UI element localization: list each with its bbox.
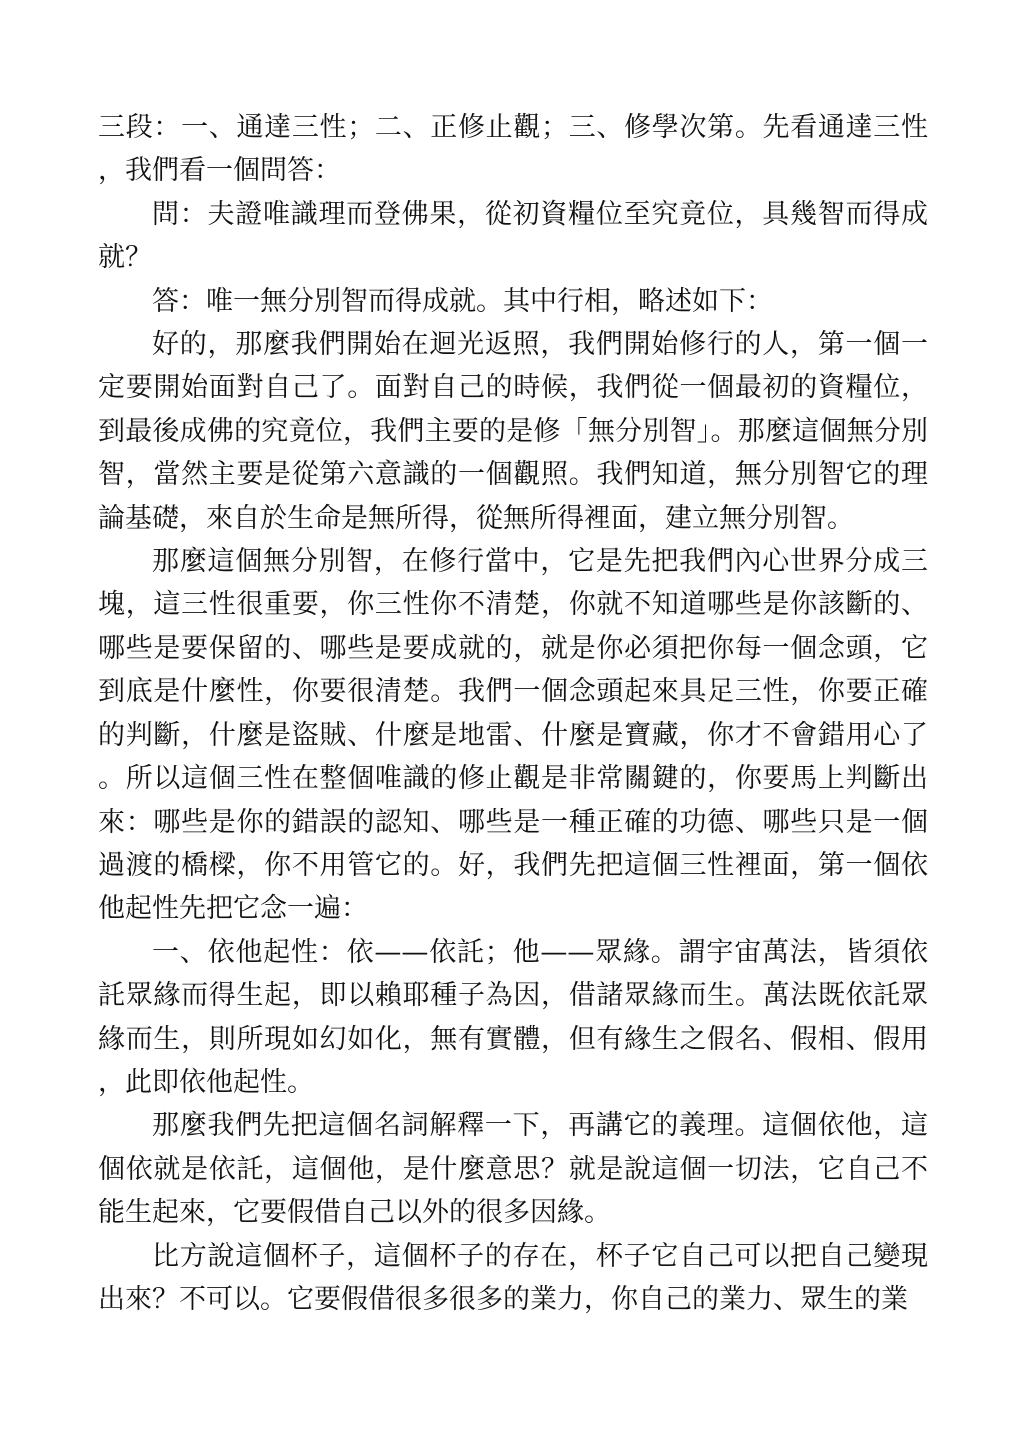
document-page xyxy=(98,106,928,1321)
paragraph-commentary-4: 比方說這個杯子，這個杯子的存在，杯子它自己可以把自己變現出來？不可以。它要假借很多很多的業力，你自己的業力、眾生的業 xyxy=(98,1240,928,1315)
paragraph-answer: 答：唯一無分別智而得成就。其中行相，略述如下： xyxy=(152,285,773,317)
paragraph-intro: 三段：一、通達三性；二、正修止觀；三、修學次第。先看通達三性，我們看一個問答： xyxy=(98,112,928,187)
paragraph-commentary-1: 好的，那麼我們開始在迴光返照，我們開始修行的人，第一個一定要開始面對自己了。面對自己的時候，我們從一個最初的資糧位，到最後成佛的究竟位，我們主要的是修「無分別智」。那麼這個無分別智，當然主要是從第六意識的一個觀照。我們知道，無分別智它的理論基礎，來自於生命是無所得，從無所得裡面，建立無分別智。 xyxy=(98,329,928,534)
paragraph-question: 問：夫證唯識理而登佛果，從初資糧位至究竟位，具幾智而得成就？ xyxy=(98,198,928,274)
paragraph-dependent-nature: 一、依他起性：依——依託；他——眾緣。謂宇宙萬法，皆須依託眾緣而得生起，即以賴耶種子為因，借諸眾緣而生。萬法既依託眾緣而生，則所現如幻如化，無有實體，但有緣生之假名、假相、假用，此即依他起性。 xyxy=(98,936,928,1098)
paragraph-commentary-2: 那麼這個無分別智，在修行當中，它是先把我們內心世界分成三塊，這三性很重要，你三性你不清楚，你就不知道哪些是你該斷的、哪些是要保留的、哪些是要成就的，就是你必須把你每一個念頭，它到底是什麼性，你要很清楚。我們一個念頭起來具足三性，你要正確的判斷，什麼是盜賊、什麼是地雷、什麼是寶藏，你才不會錯用心了。所以這個三性在整個唯識的修止觀是非常關鍵的，你要馬上判斷出來：哪些是你的錯誤的認知、哪些是一種正確的功德、哪些只是一個過渡的橋樑，你不用管它的。好，我們先把這個三性裡面，第一個依他起性先把它念一遍： xyxy=(98,546,928,925)
paragraph-commentary-3: 那麼我們先把這個名詞解釋一下，再講它的義理。這個依他，這個依就是依託，這個他，是什麼意思？就是說這個一切法，它自己不能生起來，它要假借自己以外的很多因緣。 xyxy=(98,1110,928,1229)
